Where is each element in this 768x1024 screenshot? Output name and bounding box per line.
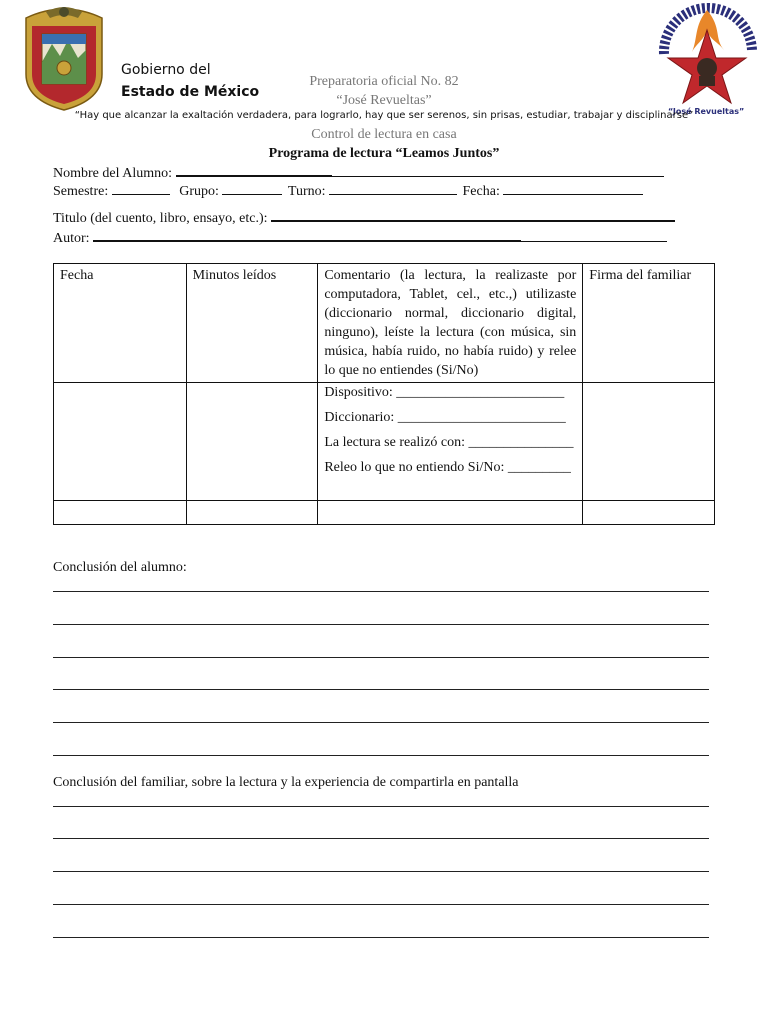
title-field[interactable] [271,208,675,222]
school-subtitle: “José Revueltas” [336,93,432,108]
info-row [53,182,643,200]
date-field[interactable] [503,182,643,195]
student-conclusion-line[interactable] [53,657,709,658]
entry-dispositivo: Dispositivo: ________________________ [324,385,565,400]
student-conclusion-line[interactable] [53,591,709,592]
family-conclusion-line[interactable] [53,871,709,872]
author-row [53,228,667,247]
date-label: Fecha: [462,184,500,199]
cell-minutos[interactable] [186,383,318,501]
student-conclusion-line[interactable] [53,624,709,625]
government-line-2: Estado de México [121,84,260,100]
header-minutos: Minutos leídos [186,264,318,383]
header-firma: Firma del familiar [583,264,715,383]
student-name-field-b[interactable] [332,164,664,177]
student-conclusion-line[interactable] [53,722,709,723]
family-conclusion-line[interactable] [53,937,709,938]
cell-firma[interactable] [583,501,715,525]
student-conclusion-line[interactable] [53,689,709,690]
student-name-field-a[interactable] [176,163,332,177]
author-label: Autor: [53,231,90,246]
table-row [54,501,715,525]
entry-releo: Releo lo que no entiendo Si/No: _________ [324,460,571,475]
right-seal-name: “José Revueltas” [668,107,745,116]
semester-field[interactable] [112,182,170,195]
shift-field[interactable] [329,182,457,195]
student-name-label: Nombre del Alumno: [53,166,172,181]
family-conclusion-line[interactable] [53,838,709,839]
cell-minutos[interactable] [186,501,318,525]
author-field-b[interactable] [521,229,667,242]
title-row [53,208,675,227]
motto: “Hay que alcanzar la exaltación verdadera, para lograrlo, hay que ser serenos, sin prisas, estudiar, trabajar y disciplinarse” [74,110,694,121]
control-title: Control de lectura en casa [311,127,457,142]
student-conclusion-line[interactable] [53,755,709,756]
author-field-a[interactable] [93,228,521,242]
table-header-row [54,264,715,383]
family-conclusion-label: Conclusión del familiar, sobre la lectura y la experiencia de compartirla en pantalla [53,775,519,790]
semester-label: Semestre: [53,184,109,199]
cell-comentario[interactable] [318,383,583,501]
table-row [54,383,715,501]
group-field[interactable] [222,182,282,195]
program-title: Programa de lectura “Leamos Juntos” [268,146,500,161]
cell-firma[interactable] [583,383,715,501]
group-label: Grupo: [179,184,219,199]
government-line-1: Gobierno del [121,62,211,78]
entry-lectura: La lectura se realizó con: _______________ [324,435,574,450]
family-conclusion-line[interactable] [53,904,709,905]
header-fecha: Fecha [54,264,187,383]
school-name: Preparatoria oficial No. 82 [309,74,459,89]
student-name-row [53,163,664,182]
preparatoria-star-logo-icon [652,0,762,120]
cell-fecha[interactable] [54,383,187,501]
cell-comentario[interactable] [318,501,583,525]
cell-fecha[interactable] [54,501,187,525]
title-label: Titulo (del cuento, libro, ensayo, etc.): [53,211,268,226]
student-conclusion-label: Conclusión del alumno: [53,560,187,575]
header-comentario: Comentario (la lectura, la realizaste por computadora, Tablet, cel., etc.,) utilizaste (diccionario normal, diccionario digital, ninguno), leíste la lectura (con música, sin música, había ruido, no había ruido) y relee lo que no entiendes (Si/No) [318,264,583,383]
reading-log-table [53,263,715,525]
family-conclusion-line[interactable] [53,806,709,807]
entry-diccionario: Diccionario: ________________________ [324,410,566,425]
shift-label: Turno: [287,184,326,199]
preparatoria-logo [652,0,762,120]
